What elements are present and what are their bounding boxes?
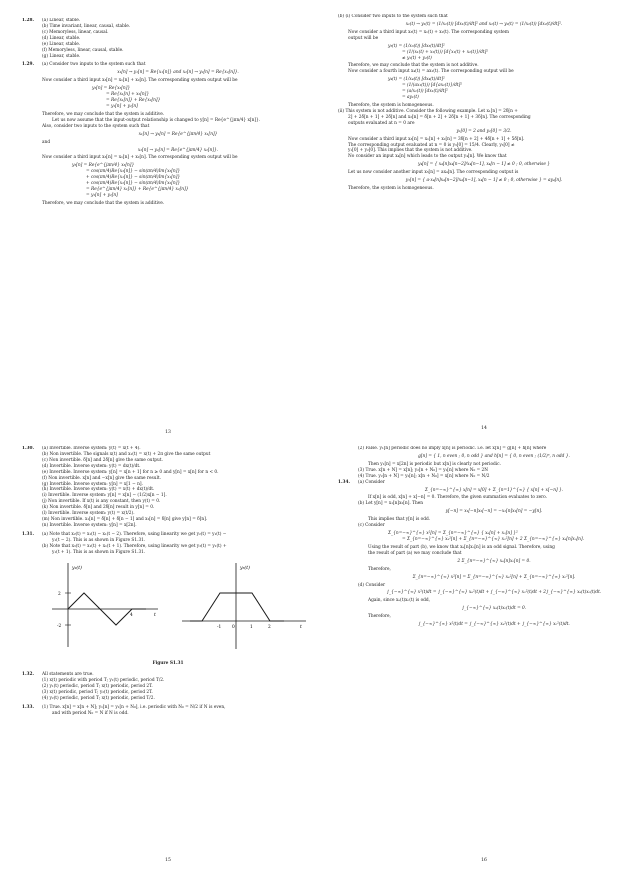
page-number: 14 — [481, 425, 487, 431]
text-line: (d) Invertible. Inverse system: y(t) = dx(t)/dt. — [42, 463, 141, 469]
figure-s1-31 — [22, 559, 314, 667]
text-line: Now consider a fourth input x₄(t) = ax₁(t). The corresponding output will be — [348, 69, 514, 75]
text-line: (m) Non invertible. x₁[n] = δ[n] + δ[n − 1] and x₂[n] = δ[n] give y[n] = δ[n]. — [42, 517, 208, 523]
equation: y₁[0] = 2 and y₂[0] = 3/2. — [456, 128, 512, 134]
tick-label: -1 — [217, 624, 222, 630]
text-line: (d) Linear, stable. — [42, 35, 81, 41]
figure-caption: Figure S1.31 — [152, 660, 184, 666]
text-line: Therefore, — [368, 566, 391, 572]
axis-label: t — [300, 624, 302, 630]
text-line: (b) (i) Consider two inputs to the system such that — [338, 14, 448, 19]
tick-label: 2 — [58, 591, 61, 597]
text-line: All statements are true. — [42, 672, 94, 678]
text-line: Now consider a third input x₃(t) = x₁(t) + x₂(t). The corresponding system — [348, 29, 509, 35]
y2-label: y₂(t) — [72, 565, 82, 571]
text-line: the result of part (a) we may conclude that — [368, 550, 462, 556]
equation-line: y₃[n] = Re{e^{jπn/4} x₃[n]} — [72, 163, 135, 169]
page-number: 15 — [165, 857, 171, 863]
text-line: (3) True. x[n + N] = x[n]; y₂[n + N₀] = y₂[n] where N₀ = 2N — [358, 467, 489, 473]
equation-block — [92, 86, 314, 110]
equation-line: y₃(t) = (1/x₃(t)) [dx₃(t)/dt]² — [388, 43, 445, 49]
text-line: Then y₁[n] = x[2n] is periodic but x[n] is clearly not periodic. — [368, 461, 501, 467]
equation-block — [388, 531, 630, 543]
equation-line: + cos(πn/4)Re{x₂[n]} − sin(πn/4)Im{x₂[n]} — [86, 181, 181, 187]
text-line: (2) False. y₁[n] periodic does no imply x[n] is periodic. i.e. let x[n] = g[n] + h[n] where — [358, 446, 547, 451]
text-line: and — [42, 139, 51, 145]
text-line: If x[n] is odd, x[n] + x[−n] = 0. Therefore, the given summation evaluates to zero. — [368, 495, 548, 501]
text-line: (n) Invertible. Inverse system: y[n] = x[2n]. — [42, 522, 137, 528]
text-line: (f) Memoryless, linear, causal, stable. — [42, 47, 124, 53]
problem-number: 1.32. — [22, 672, 34, 678]
problem-number: 1.30. — [22, 446, 34, 451]
problem-1-28 — [22, 18, 314, 59]
text-line: (g) Linear, stable. — [42, 53, 81, 59]
text-line: (c) Consider — [358, 523, 385, 529]
tick-label: 4 — [130, 612, 133, 618]
text-line: (b) Note that x₃(t) = x₁(t) + x₁(t + 1). Therefore, using linearity we get y₃(t) = y₁(t) + — [42, 543, 227, 549]
equation-line: = Re{e^{jπn/4} x₁[n]} + Re{e^{jπn/4} x₂[n]} — [86, 187, 189, 193]
tick-label: 2 — [268, 624, 271, 630]
problem-number: 1.29. — [22, 62, 34, 68]
equation: x₂[n] → y₂[n] = Re{e^{jπn/4} x₂[n]}. — [137, 147, 219, 153]
axis-label: t — [154, 612, 156, 618]
text-line: Therefore, we may conclude that the system is not additive. — [348, 63, 479, 69]
tick-label: 0 — [232, 624, 235, 630]
equation: y₄[n] = { x₄[n]x₄[n−2]/x₄[n−1], x₄[n − 1] ≠ 0 ; 0, otherwise } — [418, 162, 550, 168]
page-13 — [22, 18, 314, 436]
text-line: (1) x(t) periodic with period T; y₁(t) periodic, period T/2. — [42, 678, 165, 684]
equation-line: = Σ_{n=−∞}^{∞} xₑ²[n] + Σ_{n=−∞}^{∞} xₒ²[n] + 2 Σ_{n=−∞}^{∞} xₑ[n]xₒ[n]. — [402, 536, 584, 542]
problem-1-31 — [22, 532, 314, 556]
problem-1-34 — [338, 480, 630, 628]
equation-line: = (1/(x₁(t) + x₂(t))) [d{x₁(t) + x₂(t)}/dt]² — [402, 49, 489, 55]
text-line: Therefore, the system is homogeneous. — [348, 186, 434, 192]
y3-curve — [190, 593, 284, 621]
page-number: 13 — [165, 429, 171, 435]
text-line: 2] + 2δ[n + 1] + 2δ[n] and x₂[n] = δ[n + 2] + 2δ[n + 1] + 3δ[n]. The corresponding — [348, 114, 531, 120]
equation: ∫_{−∞}^{∞} x²(t)dt = ∫_{−∞}^{∞} xₑ²(t)dt + ∫_{−∞}^{∞} xₒ²(t)dt + 2∫_{−∞}^{∞} xₑ(t)xₒ(t)dt. — [386, 590, 602, 596]
equation: g[n] = { 1, n even ; 0, n odd } and h[n] = { 0, n even ; (1/2)ⁿ, n odd }. — [418, 453, 570, 459]
text-line: (i) Invertible. Inverse system: y[n] = x[n] − (1/2)x[n − 1]. — [42, 493, 167, 499]
text-line: This implies that y[n] is odd. — [368, 517, 431, 523]
text-line: (1) True. x[n] = x[n + N]; y₁[n] = y₁[n + N₀], i.e. periodic with N₀ = N/2 if N is even, — [42, 705, 226, 711]
text-line: (b) Non invertible. The signals x(t) and x₁(t) = x(t) + 2π give the same output — [42, 451, 211, 457]
text-line: (e) Linear, stable. — [42, 41, 81, 47]
text-line: Let us now consider another input x₅[n] = ax₄[n]. The corresponding output is — [348, 170, 519, 176]
text-line: (c) Non invertible. δ[n] and 2δ[n] give the same output. — [42, 457, 163, 463]
text-line: (2) y₁(t) periodic, period T; x(t) periodic, period 2T. — [42, 684, 153, 690]
text-line: (4) y₂(t) periodic, period T; x(t) periodic, period T/2. — [42, 696, 155, 702]
text-line: (a) Consider — [358, 479, 385, 485]
page-16 — [338, 446, 630, 864]
equation: x₁[n] → y₁[n] = Re{x₁[n]} and x₂[n] → y₂[n] = Re{x₂[n]}. — [117, 70, 239, 76]
equation-line: = y₁[n] + y₂[n] — [86, 192, 118, 198]
tick-label: 1 — [250, 624, 253, 630]
equation: Σ_{n=−∞}^{∞} x²[n] = Σ_{n=−∞}^{∞} xₑ²[n] + Σ_{n=−∞}^{∞} xₒ²[n]. — [412, 574, 576, 580]
text-line: Therefore, we may conclude that the system is additive. — [42, 200, 165, 206]
equation-block — [388, 77, 630, 101]
page-14 — [338, 14, 630, 432]
problem-1-33-continued — [338, 446, 630, 480]
equation-line: ≠ y₁(t) + y₂(t) — [402, 55, 432, 61]
problem-number: 1.28. — [22, 18, 34, 23]
equation-line: = y₁[n] + y₂[n] — [106, 103, 138, 109]
text-line: (3) x(t) periodic, period T; y₂(t) periodic, period 2T. — [42, 690, 153, 696]
text-line: No consider an input x₄[n] which leads to the output y₄[n]. We know that — [348, 154, 507, 160]
text-line: Therefore, the system is homogeneous. — [348, 102, 434, 108]
text-line: (e) Invertible. Inverse system: y[n] = x[n + 1] for n ≥ 0 and y[n] = x[n] for n < 0. — [42, 469, 219, 475]
equation-line: = Re{x₁[n]} + Re{x₂[n]} — [106, 98, 161, 104]
text-line: and with period N₀ = N if N is odd. — [52, 710, 129, 716]
equation-line: = cos(πn/4)Re{x₃[n]} − sin(πn/4)Im{x₃[n]} — [86, 169, 181, 175]
equation: y₅[n] = { a·x₄[n]x₄[n−2]/x₄[n−1], x₄[n − 1] ≠ 0 ; 0, otherwise } = ay₄[n]. — [405, 178, 563, 184]
problem-number: 1.33. — [22, 705, 34, 711]
figure-s1-31-plot — [22, 559, 314, 655]
problem-1-33 — [22, 705, 314, 717]
text-line: (d) Consider — [358, 582, 386, 588]
text-line: Therefore, — [368, 614, 391, 620]
text-line: y₁(t − 2). This is as shown in Figure S1.31. — [52, 537, 146, 543]
text-line: (a) Linear, stable. — [42, 18, 81, 23]
equation-line: = (1/(ax₁(t))) [d{ax₁(t)}/dt]² — [402, 83, 463, 89]
equation-line: = Re{x₁[n] + x₂[n]} — [106, 92, 150, 98]
equation: x₁[n] → y₁[n] = Re{e^{jπn/4} x₁[n]} — [138, 131, 218, 137]
page-number: 16 — [481, 857, 487, 863]
text-line: (k) Non invertible. δ[n] and 2δ[n] result in y[n] = 0. — [42, 505, 155, 511]
text-line: (h) Invertible. Inverse system: y(t) = x(t) + dx(t)/dt. — [42, 487, 155, 493]
text-line: y₁[0] + y₂[0]. This implies that the system is not additive. — [348, 148, 473, 154]
text-line: (4) True. y₂[n + N] = y₂[n]; x[n + N₀] = x[n] where N₀ = N/2 — [358, 473, 490, 479]
problem-1-30 — [22, 446, 314, 529]
text-line: outputs evaluated at n = 0 are — [348, 120, 415, 126]
text-line: (f) Non invertible. x[n] and −x[n] give the same result. — [42, 475, 161, 481]
text-line: (a) Note that x₂(t) = x₁(t) − x₁(t − 2). Therefore, using linearity we get y₂(t) = y₁(t) − — [42, 531, 227, 537]
text-line: (a) Invertible. Inverse system: y(t) = x(t + 4). — [42, 446, 141, 451]
equation: ∫_{−∞}^{∞} x²(t)dt = ∫_{−∞}^{∞} xₑ²(t)dt + ∫_{−∞}^{∞} xₒ²(t)dt. — [418, 622, 570, 628]
equation-line: Σ_{n=−∞}^{∞} x²[n] = Σ_{n=−∞}^{∞} { xₑ[n] + xₒ[n] }² — [388, 531, 518, 537]
text-line: output will be — [348, 35, 379, 41]
text-line: The corresponding output evaluated at n = 0 is y₃[0] = 15/4. Clearly, y₃[0] ≠ — [348, 142, 515, 148]
equation-line: + cos(πn/4)Re{x₁[n]} − sin(πn/4)Im{x₁[n]} — [86, 175, 181, 181]
text-line: Now consider a third input x₃[n] = x₁[n] + x₂[n]. The corresponding system output will be — [42, 78, 238, 84]
text-line: (a) Consider two inputs to the system such that — [42, 62, 146, 68]
text-line: Again, since xₑ(t)xₒ(t) is odd, — [368, 598, 431, 604]
text-line: y₁(t + 1). This is as shown in Figure S1.31. — [52, 549, 146, 555]
problem-1-32 — [22, 672, 314, 702]
y3-label: y₃(t) — [240, 565, 250, 571]
equation: 2 Σ_{n=−∞}^{∞} xₑ[n]xₒ[n] = 0. — [457, 558, 531, 564]
text-line: Also, consider two inputs to the system such that — [42, 123, 150, 129]
text-line: Now consider a third input x₃[n] = x₁[n] + x₂[n]. The corresponding system output will be — [42, 155, 238, 161]
tick-label: -2 — [57, 623, 62, 629]
equation: y[−n] = x₁[−n]x₂[−n] = −x₁[n]x₂[n] = −y[n]. — [445, 509, 543, 515]
text-line: (c) Memoryless, linear, causal. — [42, 29, 109, 35]
text-line: Therefore, we may conclude that the system is additive. — [42, 111, 165, 117]
equation-block — [388, 44, 630, 62]
equation-line: y₃[n] = Re{x₃[n]} — [92, 86, 131, 92]
equation-line: y₄(t) = (1/x₄(t)) [dx₄(t)/dt]² — [388, 77, 445, 83]
text-line: (j) Non invertible. If x(t) is any constant, then y(t) = 0. — [42, 499, 161, 505]
text-line: Let us now assume that the input-output relationship is changed to y[n] = Re{e^{jπn/4} x[n]}. — [52, 117, 261, 123]
problem-number: 1.31. — [22, 531, 34, 537]
equation: x₁(t) → y₁(t) = (1/x₁(t)) [dx₁(t)/dt]² and x₂(t) → y₂(t) = (1/x₂(t)) [dx₂(t)/dt]². — [405, 21, 563, 27]
text-line: (g) Invertible. Inverse system: y[n] = x[1 − n]. — [42, 481, 143, 487]
text-line: Using the result of part (b), we know that xₑ[n]xₒ[n] is an odd signal. Therefore, using — [368, 544, 555, 550]
problem-number: 1.34. — [338, 479, 350, 485]
page-15 — [22, 446, 314, 864]
text-line: (l) Invertible. Inverse system: y(t) = x(t/2). — [42, 511, 135, 517]
equation-line: = ay₁(t) — [402, 95, 419, 101]
equation: ∫_{−∞}^{∞} xₑ(t)xₒ(t)dt = 0. — [461, 606, 527, 612]
text-line: (b) Let y[n] = x₁[n]x₂[n]. Then — [358, 501, 424, 507]
text-line: Now consider a third input x₃[n] = x₁[n] + x₂[n] = 3δ[n + 2] + 4δ[n + 1] + 5δ[n]. — [348, 136, 525, 142]
text-line: (ii) This system is not additive. Consider the following example. Let x₁[n] = 2δ[n + — [338, 108, 518, 114]
equation: Σ_{n=−∞}^{∞} x[n] = x[0] + Σ_{n=1}^{∞} { x[n] + x[−n] }. — [424, 487, 564, 493]
equation-line: = (a/x₁(t)) [dx₁(t)/dt]² — [402, 89, 448, 95]
problem-1-29 — [22, 62, 314, 206]
text-line: (b) Time invariant, linear, causal, stable. — [42, 23, 131, 29]
equation-block — [72, 163, 314, 199]
